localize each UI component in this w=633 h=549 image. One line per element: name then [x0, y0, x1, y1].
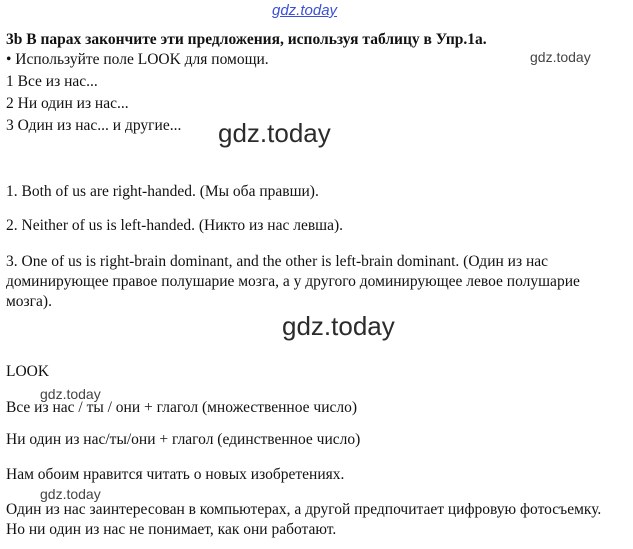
- watermark-mid1: gdz.today: [218, 118, 331, 148]
- task-heading: 3b В парах закончите эти предложения, используя таблицу в Упр.1а.: [6, 31, 487, 48]
- look-example: Один из нас заинтересован в компьютерах, а другой предпочитает цифровую фотосъемку. Но ни один из нас не понимает, как они работают.: [6, 501, 602, 538]
- look-rule: Ни один из нас/ты/они + глагол (единственное число): [6, 431, 361, 448]
- prompt-item: 2 Ни один из нас...: [6, 95, 129, 112]
- prompt-item: 3 Один из нас... и другие...: [6, 117, 182, 134]
- watermark-mid2: gdz.today: [282, 311, 395, 341]
- watermark-top: gdz.today: [272, 2, 338, 19]
- answer-item: 1. Both of us are right-handed. (Мы оба правши).: [6, 183, 319, 200]
- watermark-right: gdz.today: [530, 49, 591, 65]
- task-hint: • Используйте поле LOOK для помощи.: [6, 51, 269, 68]
- prompt-item: 1 Все из нас...: [6, 73, 98, 90]
- answer-item: 2. Neither of us is left-handed. (Никто из нас левша).: [6, 217, 344, 234]
- watermark-look2: gdz.today: [40, 486, 101, 502]
- watermark-look1: gdz.today: [40, 386, 101, 402]
- look-rule: Все из нас / ты / они + глагол (множественное число): [6, 399, 358, 416]
- look-example: Нам обоим нравится читать о новых изобретениях.: [6, 466, 345, 483]
- answer-item: 3. One of us is right-brain dominant, and the other is left-brain dominant. (Один из нас доминирующее правое полушарие мозга, а у другого доминирующее левое полушарие мозга).: [6, 253, 580, 310]
- look-title: LOOK: [6, 363, 50, 380]
